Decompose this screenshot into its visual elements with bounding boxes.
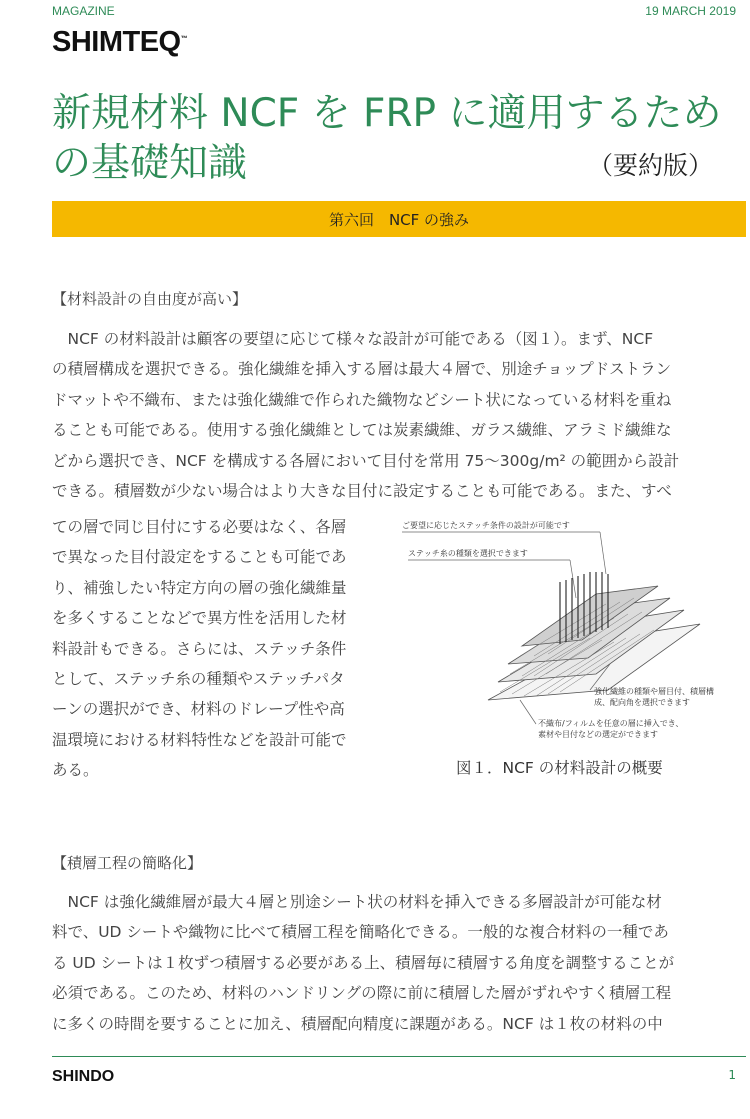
paragraph-line: ある。 xyxy=(52,761,99,780)
paragraph-line: を多くすることなどで異方性を活用した材 xyxy=(52,609,347,628)
ncf-design-figure xyxy=(400,514,728,746)
figure-caption: 図１．NCF の材料設計の概要 xyxy=(456,759,663,777)
article-title-line1: 新規材料 NCF を FRP に適用するため xyxy=(52,91,722,136)
trademark-mark: ™ xyxy=(180,35,188,43)
logo-text: SHIMTEQ xyxy=(52,26,181,58)
article-subtitle: （要約版） xyxy=(588,151,714,180)
figure-label-nonwoven-2: 素材や目付などの選定ができます xyxy=(538,730,658,739)
episode-banner-text: 第六回 NCF の強み xyxy=(328,210,470,229)
paragraph-line: 料で、UD シートや織物に比べて積層工程を簡略化できる。一般的な複合材料の一種であ xyxy=(52,923,669,942)
paragraph-line: NCF は強化繊維層が最大４層と別途シート状の材料を挿入できる多層設計が可能な材 xyxy=(52,893,662,911)
ncf-layer-illustration xyxy=(400,514,728,746)
paragraph-line: 温環境における材料特性などを設計可能で xyxy=(52,730,347,749)
paragraph-line: の積層構成を選択できる。強化繊維を挿入する層は最大４層で、別途チョップドストラン xyxy=(52,360,672,379)
figure-label-layers-2: 成、配向角を選択できます xyxy=(594,698,690,707)
paragraph-line: 必須である。このため、材料のハンドリングの際に前に積層した層がずれやすく積層工程 xyxy=(52,984,672,1003)
paragraph-line: ドマットや不織布、または強化繊維で作られた織物などシート状になっている材料を重ね xyxy=(52,390,672,409)
shindo-logo: SHINDO xyxy=(52,1068,115,1085)
figure-label-nonwoven-1: 不織布/フィルムを任意の層に挿入でき、 xyxy=(538,719,684,728)
paragraph-line: る UD シートは１枚ずつ積層する必要がある上、積層毎に積層する角度を調整することが xyxy=(52,953,675,972)
paragraph-line: として、ステッチ糸の種類やステッチパタ xyxy=(52,670,345,689)
fabric-stack-drawing xyxy=(488,572,700,700)
paragraph-line: NCF の材料設計は顧客の要望に応じて様々な設計が可能である（図１）。まず、NCF xyxy=(52,330,654,348)
paragraph-line: できる。積層数が少ない場合はより大きな目付に設定することも可能である。また、すべ xyxy=(52,482,672,501)
episode-banner xyxy=(52,201,746,237)
paragraph-line: どから選択でき、NCF を構成する各層において目付を常用 75～300g/m² の範囲から設計 xyxy=(52,451,680,470)
section-heading-lamination: 【積層工程の簡略化】 xyxy=(52,854,203,872)
paragraph-line: で異なった目付設定をすることも可能であ xyxy=(52,548,347,567)
section1-paragraph xyxy=(52,324,750,506)
issue-date: 19 MARCH 2019 xyxy=(645,4,736,18)
paragraph-line: に多くの時間を要することに加え、積層配向精度に課題がある。NCF は１枚の材料の中 xyxy=(52,1014,663,1033)
figure-label-layers-1: 強化繊維の種類や層目付、積層構 xyxy=(594,687,714,696)
section2-paragraph xyxy=(52,887,750,1039)
article-title-line2: の基礎知識 xyxy=(52,141,248,186)
paragraph-line: ーンの選択ができ、材料のドレープ性や高 xyxy=(52,700,345,719)
figure-label-stitch-design: ご要望に応じたステッチ条件の設計が可能です xyxy=(402,521,570,530)
section1-paragraph-narrow xyxy=(52,512,392,786)
paragraph-line: ることも可能である。使用する強化繊維としては炭素繊維、ガラス繊維、アラミド繊維な xyxy=(52,421,672,440)
shimteq-logo xyxy=(52,26,187,59)
magazine-label: MAGAZINE xyxy=(52,4,115,18)
paragraph-line: り、補強したい特定方向の層の強化繊維量 xyxy=(52,578,347,597)
paragraph-line: 料設計もできる。さらには、ステッチ条件 xyxy=(52,639,347,658)
section-heading-design-freedom: 【材料設計の自由度が高い】 xyxy=(52,290,248,308)
page-number: 1 xyxy=(728,1068,736,1082)
paragraph-line: ての層で同じ目付にする必要はなく、各層 xyxy=(52,518,347,536)
footer-divider xyxy=(52,1056,746,1057)
figure-label-stitch-yarn: ステッチ糸の種類を選択できます xyxy=(408,549,528,558)
